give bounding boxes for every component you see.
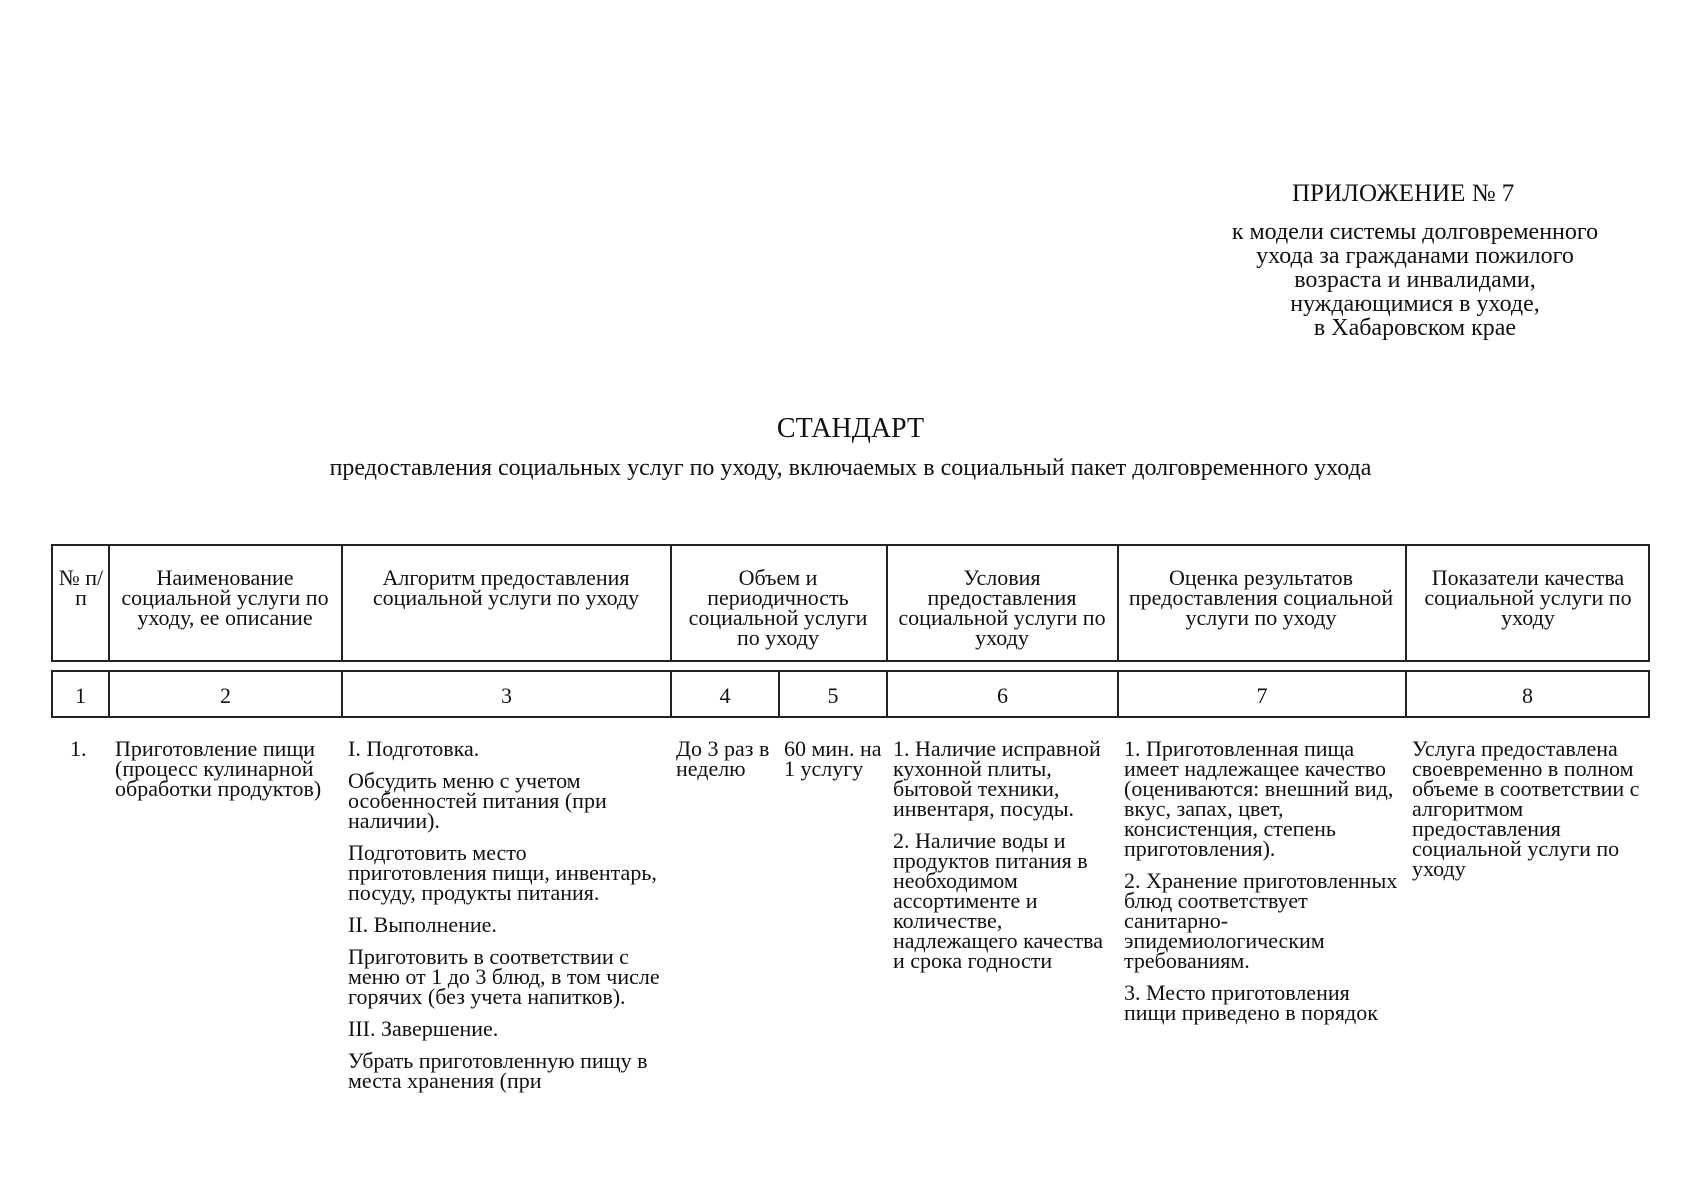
- quality-cell: Услуга предоставлена своевременно в полном объеме в соответствии с алгоритмом предоставления социальной услуги по уходу: [1412, 736, 1640, 881]
- column-divider: [886, 545, 888, 661]
- column-number: 1: [75, 683, 86, 708]
- algorithm-step: I. Подготовка.: [348, 736, 480, 761]
- row-number: 1.: [70, 736, 87, 761]
- document-title: СТАНДАРТ: [776, 413, 925, 444]
- condition-item: 2. Наличие воды и продуктов питания в необходимом ассортименте и количестве, надлежащего качества и срока годности: [893, 828, 1103, 973]
- evaluation-cell: [1124, 736, 1402, 1025]
- column-number: 2: [220, 683, 231, 708]
- evaluation-item: 2. Хранение приготовленных блюд соответствует санитарно-эпидемиологическим требованиям.: [1124, 868, 1398, 973]
- frequency-cell: До 3 раз в неделю: [676, 736, 770, 781]
- annex-line: ухода за гражданами пожилого: [1256, 243, 1574, 269]
- document-subtitle: предоставления социальных услуг по уходу, включаемых в социальный пакет долговременного ухода: [329, 455, 1372, 481]
- column-divider: [341, 545, 343, 661]
- annex-title: ПРИЛОЖЕНИЕ № 7: [1292, 180, 1515, 207]
- column-divider: [670, 545, 672, 661]
- column-divider: [1405, 545, 1407, 661]
- algorithm-step: Подготовить место приготовления пищи, инвентарь, посуду, продукты питания.: [348, 840, 657, 905]
- header-no: № п/п: [58, 565, 104, 610]
- annex-line: возраста и инвалидами,: [1294, 267, 1536, 293]
- annex-line: в Хабаровском крае: [1313, 315, 1517, 341]
- column-divider: [1117, 545, 1119, 661]
- service-name: Приготовление пищи (процесс кулинарной обработки продуктов): [115, 736, 322, 801]
- header-volume: Объем и периодичность социальной услуги по уходу: [688, 565, 868, 650]
- column-number: 4: [719, 683, 731, 708]
- algorithm-step: Обсудить меню с учетом особенностей питания (при наличии).: [348, 768, 607, 833]
- algorithm-cell: [348, 736, 666, 1093]
- evaluation-item: 3. Место приготовления пищи приведено в порядок: [1124, 980, 1378, 1025]
- column-number: 6: [997, 683, 1008, 708]
- algorithm-step: Убрать приготовленную пищу в места хранения (при: [348, 1048, 648, 1093]
- algorithm-step: II. Выполнение.: [348, 912, 497, 937]
- condition-item: 1. Наличие исправной кухонной плиты, бытовой техники, инвентаря, посуды.: [893, 736, 1101, 821]
- header-evaluation: Оценка результатов предоставления социальной услуги по уходу: [1128, 565, 1394, 630]
- header-conditions: Условия предоставления социальной услуги по уходу: [898, 565, 1106, 650]
- duration-cell: 60 мин. на 1 услугу: [784, 736, 882, 781]
- algorithm-step: Приготовить в соответствии с меню от 1 до 3 блюд, в том числе горячих (без учета напитков).: [348, 944, 660, 1009]
- column-number: 7: [1256, 683, 1268, 708]
- column-number: 5: [827, 683, 839, 708]
- column-number: 3: [501, 683, 512, 708]
- column-number: 8: [1522, 683, 1533, 708]
- evaluation-item: 1. Приготовленная пища имеет надлежащее качество (оцениваются: внешний вид, вкус, запах, цвет, консистенция, степень приготовления).: [1124, 736, 1394, 861]
- annex-reference: [1180, 220, 1650, 340]
- header-service-name: Наименование социальной услуги по уходу, ее описание: [121, 565, 329, 630]
- header-algorithm: Алгоритм предоставления социальной услуги по уходу: [372, 565, 640, 610]
- annex-line: к модели системы долговременного: [1231, 219, 1599, 245]
- header-quality: Показатели качества социальной услуги по уходу: [1424, 565, 1632, 630]
- annex-line: нуждающимися в уходе,: [1290, 291, 1540, 317]
- column-divider: [108, 545, 110, 661]
- algorithm-step: III. Завершение.: [348, 1016, 499, 1041]
- conditions-cell: [893, 736, 1115, 973]
